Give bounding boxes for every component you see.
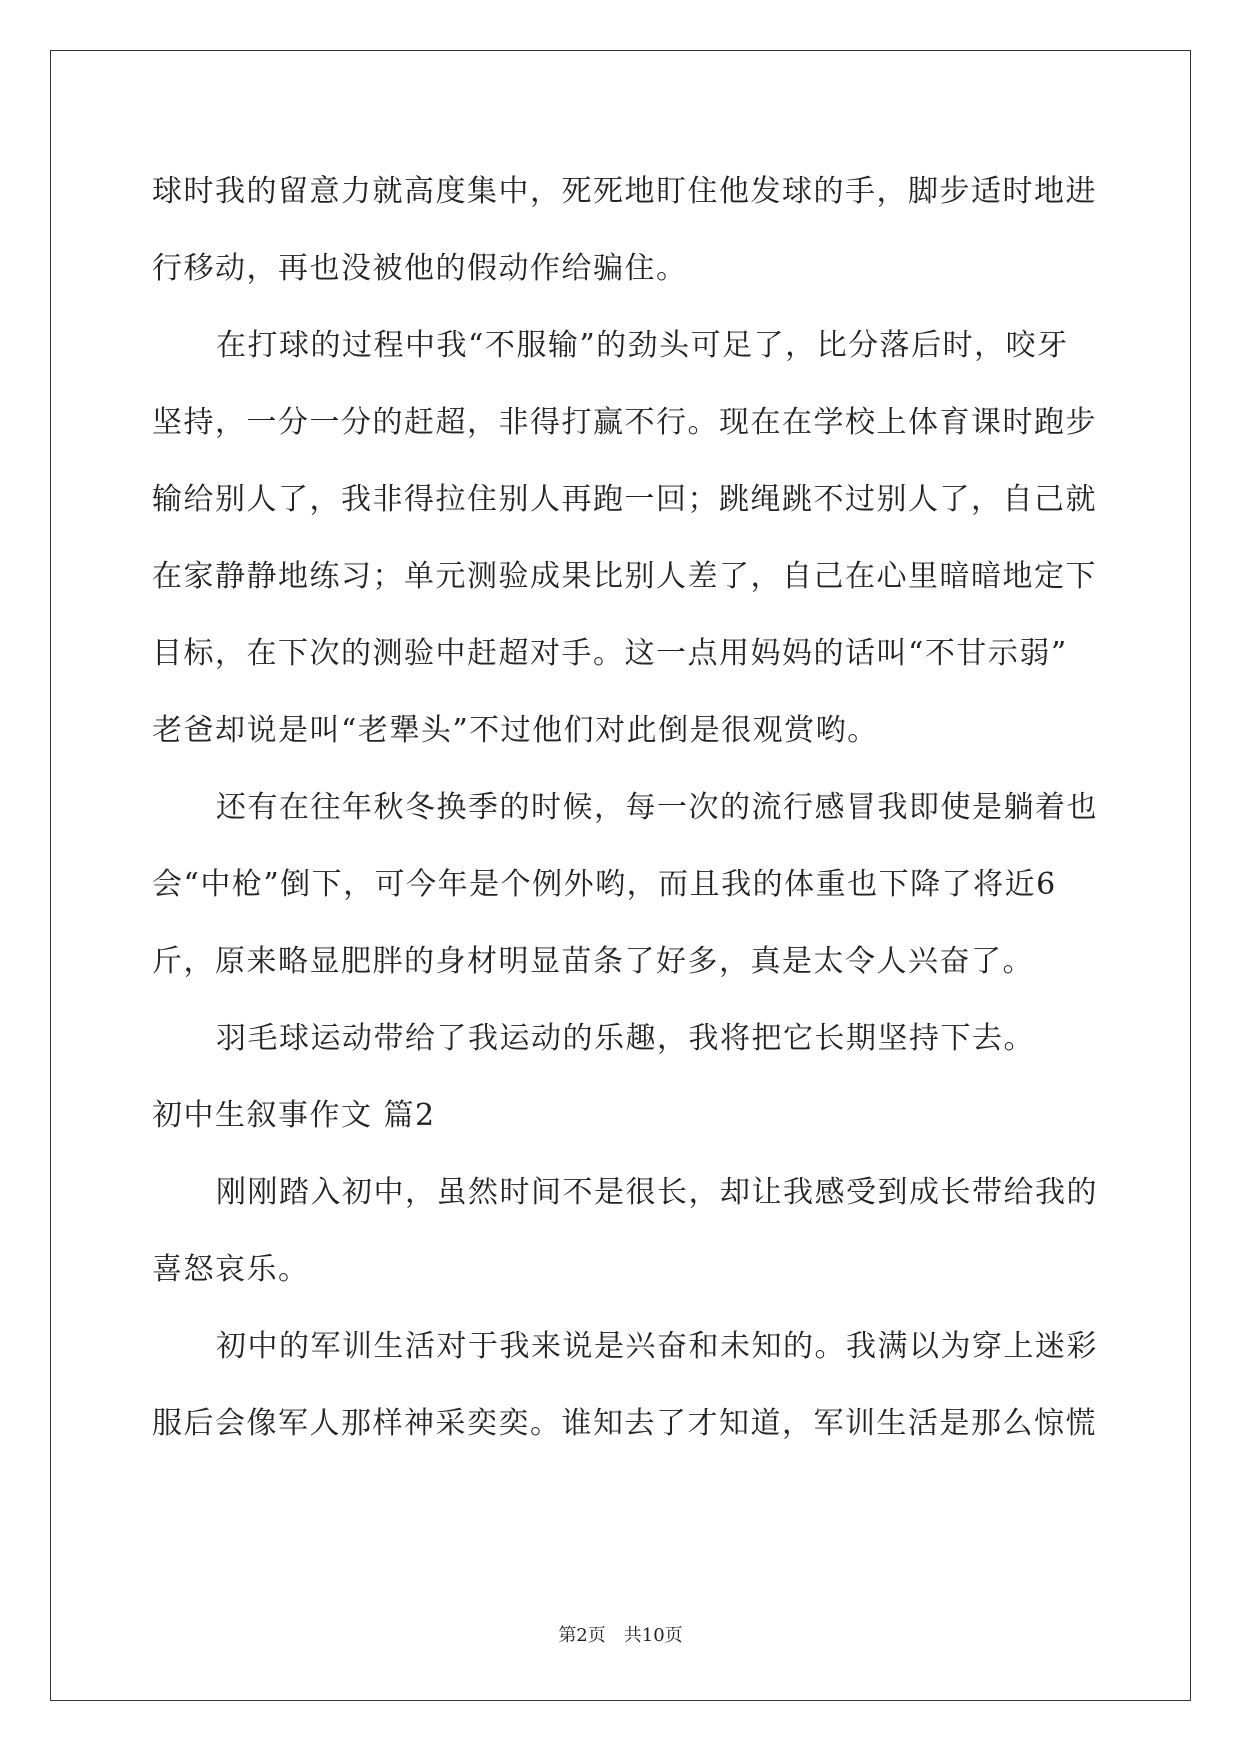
paragraph-first-line: 刚刚踏入初中，虽然时间不是很长，却让我感受到成长带给我的 bbox=[216, 1175, 1098, 1210]
document-body bbox=[152, 160, 1098, 1469]
body-line: 行移动，再也没被他的假动作给骗住。 bbox=[152, 251, 688, 286]
body-line: 输给别人了，我非得拉住别人再跑一回；跳绳跳不过别人了，自己就 bbox=[152, 482, 1097, 517]
body-line: 服后会像军人那样神采奕奕。谁知去了才知道，军训生活是那么惊慌 bbox=[152, 1406, 1097, 1441]
paragraph-first-line: 羽毛球运动带给了我运动的乐趣，我将把它长期坚持下去。 bbox=[216, 1021, 1035, 1056]
body-line: 球时我的留意力就高度集中，死死地盯住他发球的手，脚步适时地进 bbox=[152, 174, 1097, 209]
section-heading: 初中生叙事作文 篇2 bbox=[152, 1098, 436, 1133]
body-line: 老爸却说是叫“老犟头”不过他们对此倒是很观赏哟。 bbox=[152, 713, 879, 748]
body-line: 喜怒哀乐。 bbox=[152, 1252, 310, 1287]
body-line: 斤，原来略显肥胖的身材明显苗条了好多，真是太令人兴奋了。 bbox=[152, 944, 1034, 979]
body-line: 在家静静地练习；单元测验成果比别人差了，自己在心里暗暗地定下 bbox=[152, 559, 1097, 594]
paragraph-first-line: 在打球的过程中我“不服输”的劲头可足了，比分落后时，咬牙 bbox=[216, 328, 1069, 363]
page-number-footer: 第2页 共10页 bbox=[558, 1625, 683, 1646]
body-line: 坚持，一分一分的赶超，非得打赢不行。现在在学校上体育课时跑步 bbox=[152, 405, 1097, 440]
paragraph-first-line: 初中的军训生活对于我来说是兴奋和未知的。我满以为穿上迷彩 bbox=[216, 1329, 1098, 1364]
paragraph-first-line: 还有在往年秋冬换季的时候，每一次的流行感冒我即使是躺着也 bbox=[216, 790, 1098, 825]
body-line: 会“中枪”倒下，可今年是个例外哟，而且我的体重也下降了将近6 bbox=[152, 867, 1057, 902]
body-line: 目标，在下次的测验中赶超对手。这一点用妈妈的话叫“不甘示弱” bbox=[152, 636, 1068, 671]
